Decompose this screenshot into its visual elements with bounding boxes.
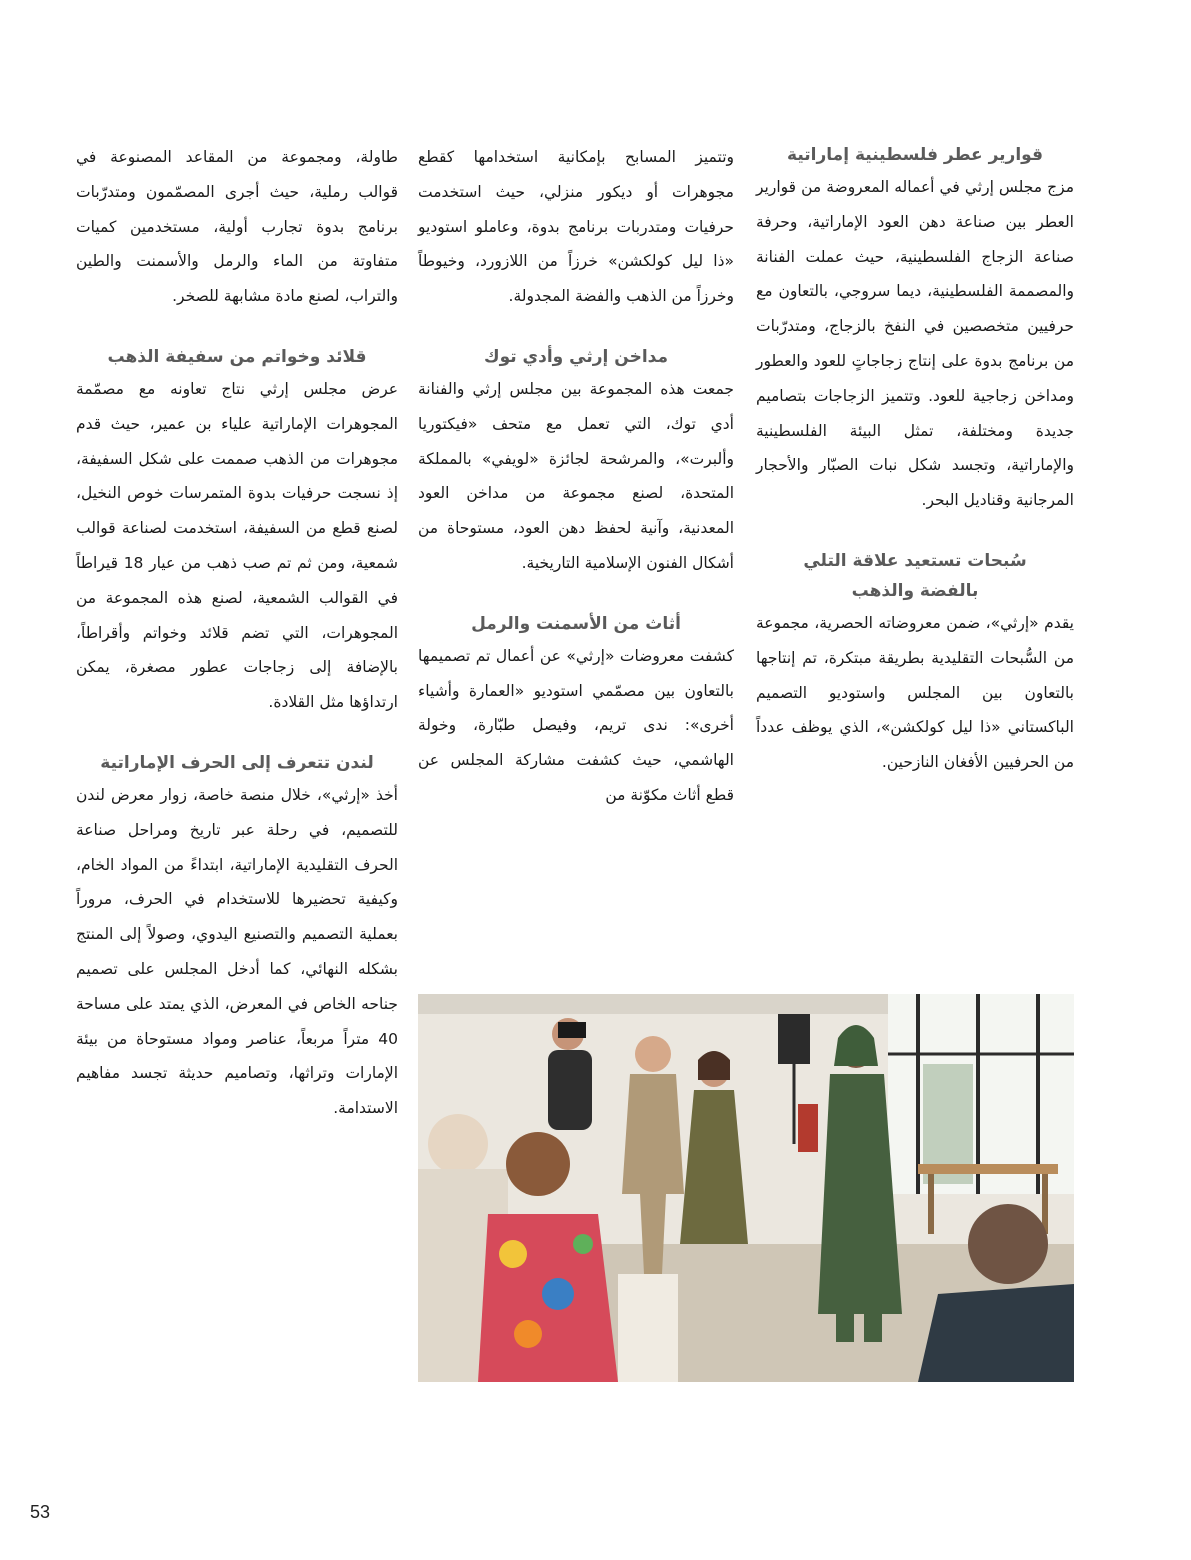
paragraph-prayer-beads: يقدم «إرثي»، ضمن معروضاته الحصرية، مجموعة من السُّبحات التقليدية بطريقة مبتكرة، تم إنتاجها بالتعاون بين المجلس واستوديو التصميم الباكستاني «ذا ليل كولكشن»، الذي يوظف عدداً من الحرفيين الأفغان النازحين. [756,613,1074,772]
event-photo-illustration [418,994,1074,1382]
article-column-left [76,140,398,1126]
article-column-middle [418,140,734,813]
event-photo [418,994,1074,1382]
section-heading-london: لندن تتعرف إلى الحرف الإماراتية [100,752,374,773]
section-heading-furniture: أثاث من الأسمنت والرمل [471,613,681,634]
section-heading-incense-burners: مداخن إرثي وأدي توك [484,346,668,367]
article-column-right [756,140,1074,780]
page-number: 53 [30,1502,51,1522]
section-heading-perfume-bottles: قوارير عطر فلسطينية إماراتية [787,145,1043,165]
heading-line-2: بالفضة والذهب [851,580,979,601]
paragraph-beads-continued: وتتميز المسابح بإمكانية استخدامها كقطع مجوهرات أو ديكور منزلي، حيث استخدمت حرفيات ومتدربات برنامج بدوة، وعاملو استوديو «ذا ليل كولكشن» خرزاً من اللازورد، وخيوطاً وخرزاً من الذهب والفضة المجدولة. [418,148,734,306]
paragraph-furniture: كشفت معروضات «إرثي» عن أعمال تم تصميمها بالتعاون بين مصمّمي استوديو «العمارة وأشياء أخرى»: ندى تريم، وفيصل طبّارة، وخولة الهاشمي، حيث كشفت مشاركة المجلس عن قطع أثاث مكوّنة من [418,646,734,804]
paragraph-perfume-bottles: مزج مجلس إرثي في أعماله المعروضة من قوارير العطر بين صناعة دهن العود الإماراتية، وحرفة صناعة الزجاج الفلسطينية، حيث عملت الفنانة والمصممة الفلسطينية، ديما سروجي، بالتعاون مع حرفيين متخصصين في النفخ بالزجاج، ومتدرّبات من برنامج بدوة على إنتاج زجاجاتٍ للعود والعطور ومداخن زجاجية للعود. وتتميز الزجاجات بتصاميم جديدة ومختلفة، تمثل البيئة الفلسطينية والإماراتية، وتجسد شكل نبات الصبّار والأحجار المرجانية وقناديل البحر. [756,178,1074,510]
paragraph-necklaces: عرض مجلس إرثي نتاج تعاونه مع مصمّمة المجوهرات الإماراتية علياء بن عمير، حيث قدم مجوهرات من الذهب صممت على شكل السفيفة، إذ نسجت حرفيات بدوة المتمرسات خوص النخيل، لصنع قطع من السفيفة، استخدمت لصناعة قوالب شمعية، ومن ثم تم صب ذهب من عيار 18 قيراطاً في القوالب الشمعية، لصنع هذه المجموعة من المجوهرات، التي تضم قلائد وخواتم وأقراطاً، بالإضافة إلى زجاجات عطور مصغرة، يمكن ارتداؤها مثل القلادة. [76,379,398,712]
paragraph-london: أخذ «إرثي»، خلال منصة خاصة، زوار معرض لندن للتصميم، في رحلة عبر تاريخ ومراحل صناعة الحرف التقليدية الإماراتية، ابتداءً من المواد الخام، وكيفية تحضيرها للاستخدام في الحرف، مروراً بعملية التصميم والتصنيع اليدوي، وصولاً إلى المنتج بشكله النهائي، كما أدخل المجلس على تصميم جناحه الخاص في المعرض، الذي يمتد على مساحة 40 متراً مربعاً، عناصر ومواد مستوحاة من بيئة الإمارات وتراثها، وتصاميم حديثة تجسد مفاهيم الاستدامة. [76,785,398,1118]
heading-line-1: سُبحات تستعيد علاقة التلي [803,550,1027,571]
paragraph-incense-burners: جمعت هذه المجموعة بين مجلس إرثي والفنانة أدي توك، التي تعمل مع متحف «فيكتوريا وألبرت»، والمرشحة لجائزة «لويفي» بالمملكة المتحدة، لصنع مجموعة من مداخن العود المعدنية، وآنية لحفظ دهن العود، مستوحاة من أشكال الفنون الإسلامية التاريخية. [418,379,734,572]
section-heading-necklaces: قلائد وخواتم من سفيفة الذهب [107,346,367,367]
paragraph-furniture-continued: طاولة، ومجموعة من المقاعد المصنوعة في قوالب رملية، حيث أجرى المصمّمون ومتدرّبات برنامج بدوة تجارب أولية، مستخدمين كميات متفاوتة من الماء والرمل والأسمنت والطين والتراب، لصنع مادة مشابهة للصخر. [76,148,398,306]
section-heading-prayer-beads [756,546,1074,606]
